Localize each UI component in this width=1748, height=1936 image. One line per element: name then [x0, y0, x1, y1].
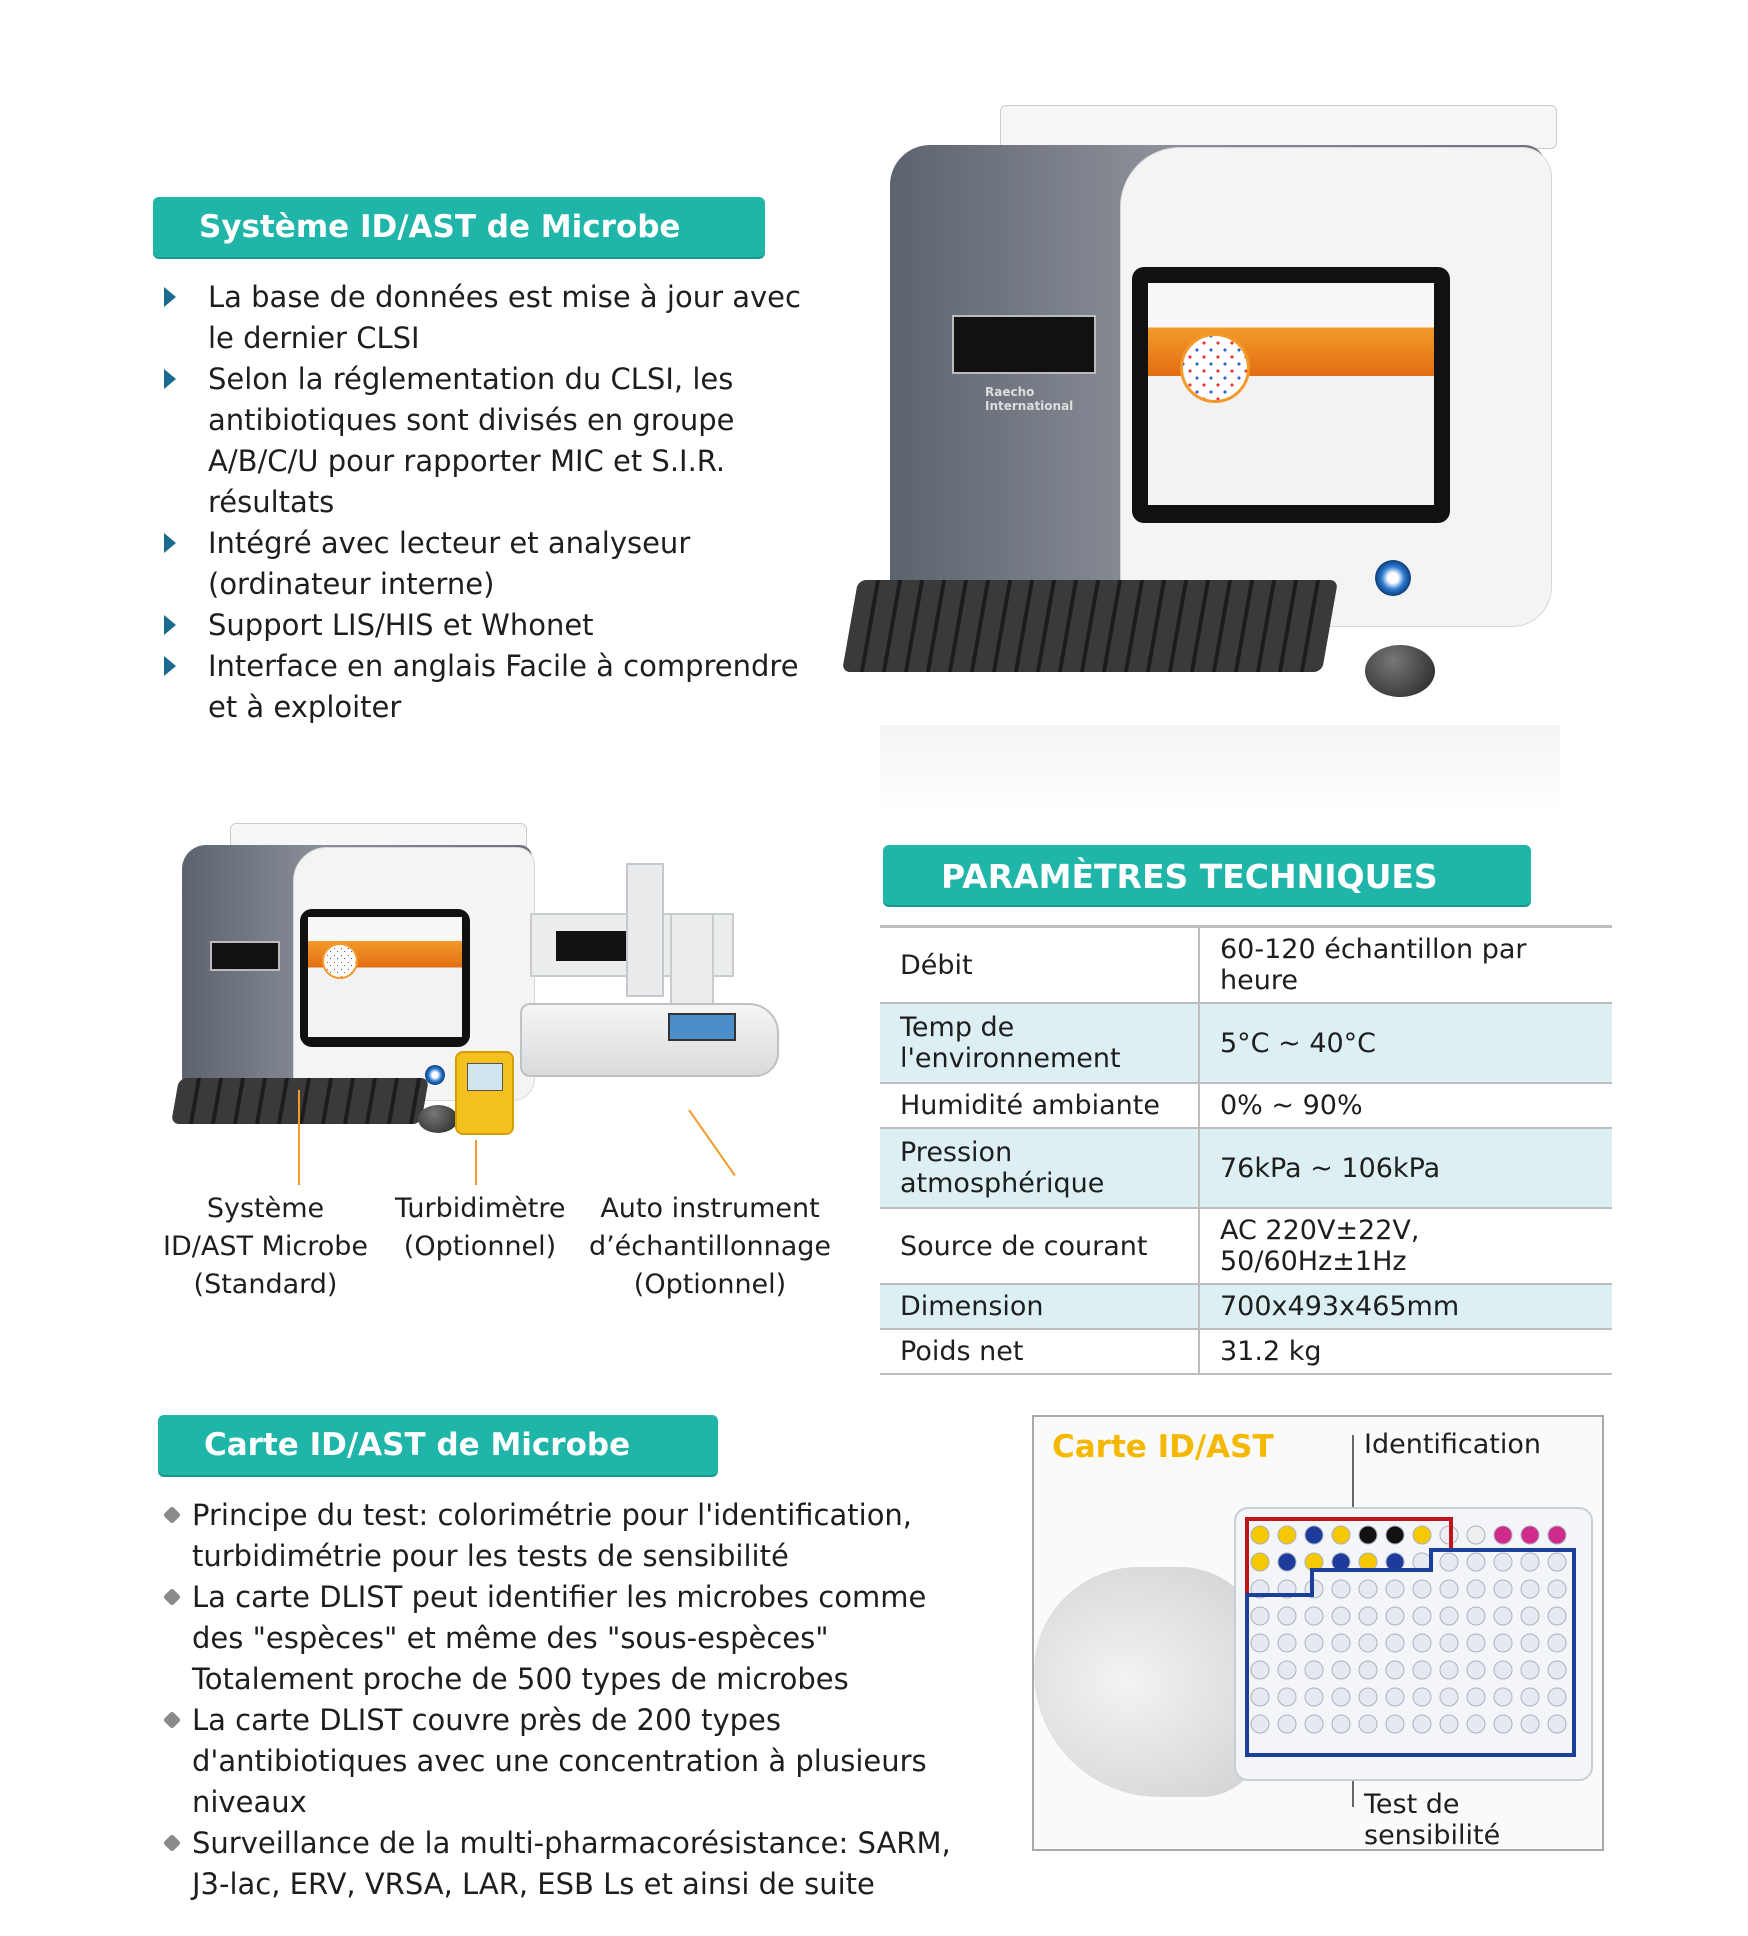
- diamond-bullet-icon: [163, 1834, 181, 1852]
- mouse-image: [1365, 645, 1435, 697]
- card-well: [1413, 1607, 1431, 1625]
- table-row: Humidité ambiante 0% ~ 90%: [880, 1083, 1612, 1128]
- power-button-icon: [1375, 560, 1411, 596]
- card-well: [1305, 1526, 1323, 1544]
- card-well: [1467, 1661, 1485, 1679]
- card-well: [1521, 1553, 1539, 1571]
- list-item: Surveillance de la multi-pharmacorésistance: SARM, J3-lac, ERV, VRSA, LAR, ESB Ls et ainsi de suite: [160, 1823, 960, 1905]
- card-well: [1278, 1634, 1296, 1652]
- turbidimeter-image: [455, 1051, 514, 1135]
- table-row: Poids net 31.2 kg: [880, 1329, 1612, 1374]
- card-well: [1251, 1634, 1269, 1652]
- card-well: [1359, 1526, 1377, 1544]
- card-well: [1494, 1715, 1512, 1733]
- list-item: La carte DLIST peut identifier les microbes comme des "espèces" et même des "sous-espèces" Totalement proche de 500 types de microbes: [160, 1577, 960, 1700]
- card-well: [1305, 1715, 1323, 1733]
- card-well: [1413, 1634, 1431, 1652]
- list-item: Interface en anglais Facile à comprendre et à exploiter: [156, 646, 836, 728]
- card-well: [1494, 1607, 1512, 1625]
- section-system-title-text: Système ID/AST de Microbe: [199, 209, 681, 245]
- card-well: [1440, 1553, 1458, 1571]
- card-well: [1332, 1715, 1350, 1733]
- card-well: [1548, 1715, 1566, 1733]
- autosampler-image: [530, 853, 810, 1083]
- card-well: [1494, 1661, 1512, 1679]
- card-well: [1386, 1580, 1404, 1598]
- card-well: [1440, 1607, 1458, 1625]
- card-well: [1278, 1715, 1296, 1733]
- list-item: Intégré avec lecteur et analyseur (ordinateur interne): [156, 523, 836, 605]
- arrow-bullet-icon: [164, 533, 176, 553]
- card-well: [1251, 1526, 1269, 1544]
- card-well: [1386, 1607, 1404, 1625]
- card-well: [1251, 1607, 1269, 1625]
- card-well: [1278, 1607, 1296, 1625]
- params-table: [880, 925, 1612, 1375]
- card-well: [1359, 1580, 1377, 1598]
- card-well: [1521, 1526, 1539, 1544]
- card-well: [1386, 1634, 1404, 1652]
- card-well: [1521, 1580, 1539, 1598]
- card-well: [1440, 1634, 1458, 1652]
- card-well: [1440, 1661, 1458, 1679]
- card-well: [1548, 1688, 1566, 1706]
- list-item: Support LIS/HIS et Whonet: [156, 605, 836, 646]
- card-well: [1467, 1607, 1485, 1625]
- card-well: [1251, 1661, 1269, 1679]
- card-well: [1440, 1580, 1458, 1598]
- card-well: [1278, 1526, 1296, 1544]
- card-well: [1332, 1661, 1350, 1679]
- card-well: [1467, 1526, 1485, 1544]
- card-well: [1413, 1526, 1431, 1544]
- card-well: [1332, 1688, 1350, 1706]
- card-well: [1251, 1715, 1269, 1733]
- device-screen-logo: [1180, 333, 1250, 403]
- card-well: [1305, 1688, 1323, 1706]
- card-well: [1467, 1634, 1485, 1652]
- card-well: [1386, 1715, 1404, 1733]
- card-well: [1440, 1715, 1458, 1733]
- diamond-bullet-icon: [163, 1588, 181, 1606]
- diamond-bullet-icon: [163, 1711, 181, 1729]
- card-well: [1494, 1688, 1512, 1706]
- card-well: [1278, 1688, 1296, 1706]
- card-well: [1386, 1526, 1404, 1544]
- card-well: [1359, 1688, 1377, 1706]
- card-well: [1521, 1688, 1539, 1706]
- card-well: [1305, 1607, 1323, 1625]
- sensitivity-label: Test de sensibilité: [1364, 1789, 1501, 1851]
- arrow-bullet-icon: [164, 287, 176, 307]
- keyboard-image: [842, 580, 1338, 672]
- card-well: [1467, 1688, 1485, 1706]
- analyzer-system-image: [160, 823, 810, 1143]
- params-title-text: PARAMÈTRES TECHNIQUES: [941, 857, 1438, 896]
- card-well: [1251, 1553, 1269, 1571]
- arrow-bullet-icon: [164, 656, 176, 676]
- table-row: Pression atmosphérique 76kPa ~ 106kPa: [880, 1128, 1612, 1208]
- analyzer-image-large: [850, 105, 1630, 825]
- card-well: [1548, 1580, 1566, 1598]
- card-well: [1548, 1661, 1566, 1679]
- card-well: [1332, 1607, 1350, 1625]
- identification-label: Identification: [1364, 1429, 1542, 1460]
- card-well: [1359, 1607, 1377, 1625]
- card-well: [1359, 1634, 1377, 1652]
- card-well: [1548, 1553, 1566, 1571]
- diamond-bullet-icon: [163, 1506, 181, 1524]
- table-row: Débit 60-120 échantillon par heure: [880, 927, 1612, 1004]
- card-well: [1494, 1634, 1512, 1652]
- caption-pointer-system: [298, 1090, 300, 1185]
- list-item: La base de données est mise à jour avec le dernier CLSI: [156, 277, 836, 359]
- card-well: [1305, 1661, 1323, 1679]
- card-well: [1251, 1688, 1269, 1706]
- card-well: [1467, 1715, 1485, 1733]
- card-well: [1521, 1634, 1539, 1652]
- card-well: [1332, 1580, 1350, 1598]
- card-well: [1440, 1688, 1458, 1706]
- list-item: La carte DLIST couvre près de 200 types d'antibiotiques avec une concentration à plusieurs niveaux: [160, 1700, 960, 1823]
- card-well: [1359, 1661, 1377, 1679]
- card-well: [1332, 1634, 1350, 1652]
- card-feature-list: [160, 1495, 960, 1905]
- table-row: Dimension 700x493x465mm: [880, 1284, 1612, 1329]
- brand-label: Raecho International: [985, 385, 1074, 413]
- card-well: [1413, 1661, 1431, 1679]
- card-well: [1548, 1634, 1566, 1652]
- card-well: [1467, 1580, 1485, 1598]
- card-well: [1548, 1526, 1566, 1544]
- caption-turbidimeter: Turbidimètre (Optionnel): [395, 1193, 566, 1262]
- card-well: [1332, 1526, 1350, 1544]
- card-well: [1521, 1661, 1539, 1679]
- card-well: [1386, 1688, 1404, 1706]
- card-well: [1494, 1580, 1512, 1598]
- table-row: Temp de l'environnement 5°C ~ 40°C: [880, 1003, 1612, 1083]
- caption-system: Système ID/AST Microbe (Standard): [163, 1193, 368, 1300]
- system-feature-list: [156, 277, 836, 728]
- card-well: [1359, 1715, 1377, 1733]
- card-well: [1521, 1715, 1539, 1733]
- card-well: [1386, 1661, 1404, 1679]
- section-card-title: [158, 1415, 718, 1475]
- arrow-bullet-icon: [164, 615, 176, 635]
- card-well: [1413, 1688, 1431, 1706]
- caption-sampler: Auto instrument d’échantillonnage (Optionnel): [588, 1193, 832, 1300]
- card-well: [1278, 1553, 1296, 1571]
- arrow-bullet-icon: [164, 369, 176, 389]
- params-title: [883, 845, 1531, 905]
- card-well: [1413, 1580, 1431, 1598]
- list-item: Principe du test: colorimétrie pour l'identification, turbidimétrie pour les tests de sensibilité: [160, 1495, 960, 1577]
- caption-pointer-turbidimeter: [475, 1140, 477, 1185]
- card-well: [1467, 1553, 1485, 1571]
- card-title: Carte ID/AST: [1052, 1429, 1274, 1465]
- card-well: [1305, 1634, 1323, 1652]
- card-wells: [1034, 1417, 1602, 1849]
- card-well: [1278, 1661, 1296, 1679]
- card-well: [1548, 1607, 1566, 1625]
- section-system-title: [153, 197, 765, 257]
- card-image-box: [1032, 1415, 1604, 1851]
- card-well: [1494, 1553, 1512, 1571]
- list-item: Selon la réglementation du CLSI, les antibiotiques sont divisés en groupe A/B/C/U pour rapporter MIC et S.I.R. résultats: [156, 359, 836, 523]
- card-well: [1494, 1526, 1512, 1544]
- section-card-title-text: Carte ID/AST de Microbe: [204, 1427, 631, 1463]
- card-well: [1413, 1715, 1431, 1733]
- card-well: [1521, 1607, 1539, 1625]
- well-grid: [1251, 1526, 1566, 1733]
- table-row: Source de courant AC 220V±22V, 50/60Hz±1Hz: [880, 1208, 1612, 1284]
